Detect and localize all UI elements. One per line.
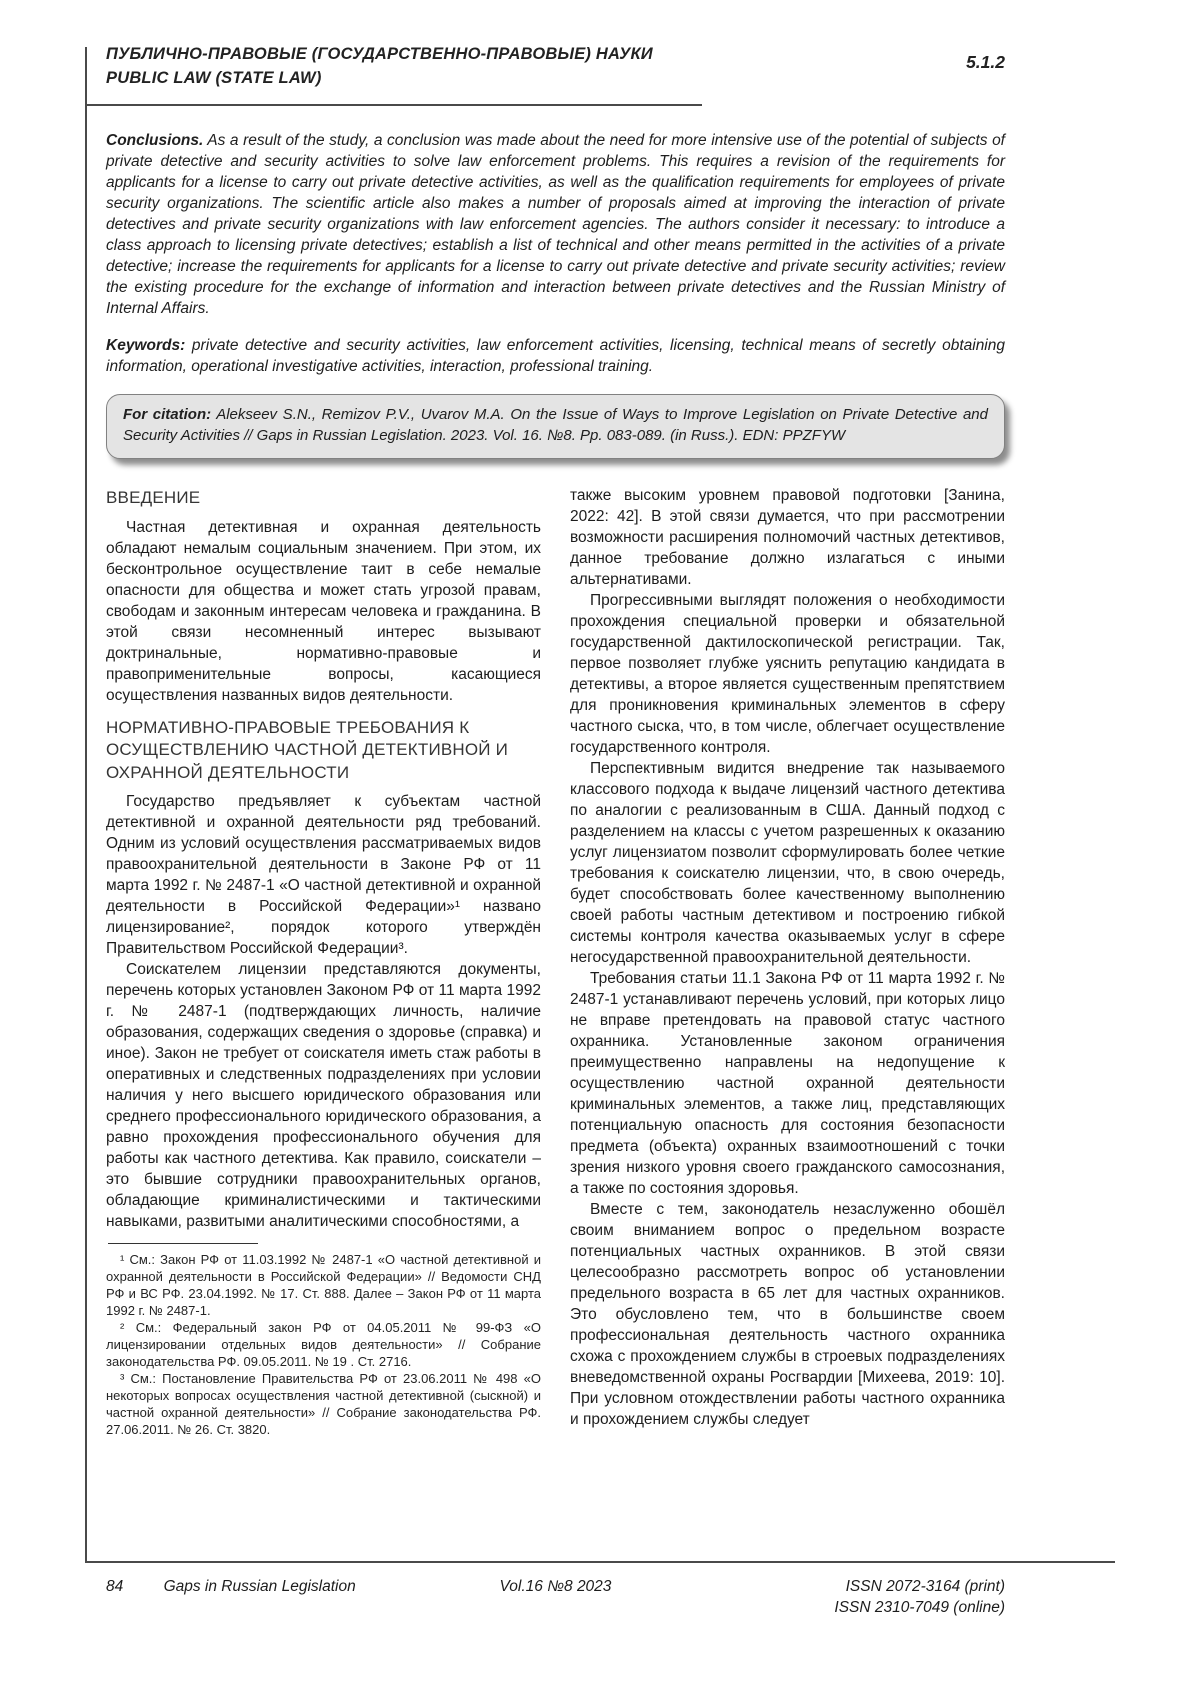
conclusions-paragraph xyxy=(106,130,1005,319)
rubric-en: PUBLIC LAW (STATE LAW) xyxy=(106,69,322,87)
paragraph-article-11-1: Требования статьи 11.1 Закона РФ от 11 марта 1992 г. № 2487-1 устанавливают перечень условий, при которых лицо не вправе претендовать на правовой статус частного охранника. Установленные законом ограничения преимущественно направлены на недопущение к осуществлению частной охранной деятельности криминальных элементов, а также лиц, представляющих потенциальную опасность для состояния безопасности предмета (объекта) охранных взаимоотношений с точки зрения низкого уровня своего гражданского самосознания, а также по состояния здоровья. xyxy=(570,970,1005,1197)
keywords-paragraph xyxy=(106,335,1005,377)
rubric xyxy=(106,42,1005,90)
footnotes xyxy=(106,1251,541,1438)
footer-rule xyxy=(85,1561,1115,1563)
issn-online: ISSN 2310-7049 (online) xyxy=(834,1599,1005,1616)
citation-text: Alekseev S.N., Remizov P.V., Uvarov M.A. On the Issue of Ways to Improve Legislation on Private Detective and Security Activities // Gaps in Russian Legislation. 2023. Vol. 16. №8. Pp. 083-089. (in Russ.). EDN: PPZFYW xyxy=(123,406,988,444)
header-rule xyxy=(85,104,702,106)
rubric-ru: ПУБЛИЧНО-ПРАВОВЫЕ (ГОСУДАРСТВЕННО-ПРАВОВЫЕ) НАУКИ xyxy=(106,45,653,63)
citation-label: For citation: xyxy=(123,406,212,423)
footnote-1: ¹ См.: Закон РФ от 11.03.1992 № 2487-1 «О частной детективной и охранной деятельности в Российской Федерации» // Ведомости СНД РФ и ВС РФ. 23.04.1992. № 17. Ст. 888. Далее – Закон РФ от 11 марта 1992 г. № 2487-1. xyxy=(106,1252,541,1318)
conclusions-text: As a result of the study, a conclusion was made about the need for more intensive use of the potential of subjects of private detective and security activities to solve law enforcement problems. This requires a revision of the requirements for applicants for a license to carry out private detective activities, as well as the qualification requirements for employees of private security organizations. The scientific article also makes a number of proposals aimed at improving the interaction of private detectives and private security organizations with law enforcement agencies. The authors consider it necessary: to introduce a class approach to licensing private detectives; establish a list of technical and other means permitted in the activities of a private detective; increase the requirements for applicants for a license to carry out private detective and private security activities; review the existing procedure for the exchange of information and interaction between private detectives and the Russian Ministry of Internal Affairs. xyxy=(106,132,1005,317)
paragraph-applicants: Соискателем лицензии представляются документы, перечень которых установлен Законом РФ от 11 марта 1992 г. № 2487-1 (подтверждающих личность, наличие образования, содержащих сведения о здоровье (справка) и иное). Закон не требует от соискателя иметь стаж работы в оперативных и следственных подразделениях при условии наличия у него высшего юридического образования или среднего профессионального юридического образования, а равно прохождения профессионального обучения для работы как частного детектива. Как правило, соискатели – это бывшие сотрудники правоохранительных органов, обладающие криминалистическими и тактическими навыками, развитыми аналитическими способностями, а xyxy=(106,961,541,1230)
journal-title: Gaps in Russian Legislation xyxy=(163,1578,356,1595)
section-code: 5.1.2 xyxy=(966,52,1005,72)
columns xyxy=(106,485,1005,1438)
keywords-text: private detective and security activities, law enforcement activities, licensing, technical means of secretly obtaining information, operational investigative activities, interaction, professional training. xyxy=(106,337,1005,375)
footnote-separator xyxy=(108,1243,258,1244)
left-margin-rule xyxy=(85,47,87,1561)
conclusions-label: Conclusions. xyxy=(106,132,204,149)
page-number: 84 xyxy=(106,1578,124,1595)
paragraph-progressive-provisions: Прогрессивными выглядят положения о необходимости прохождения специальной проверки и обязательной государственной дактилоскопической регистрации. Так, первое позволяет глубже уяснить репутацию кандидата в детективы, а второе является существенным препятствием для проникновения криминальных элементов в сферу частного сыска, что, в том числе, облегчает осуществление государственного контроля. xyxy=(570,592,1005,756)
right-column xyxy=(570,485,1005,1438)
citation-paragraph xyxy=(123,405,988,446)
paragraph-age-limit: Вместе с тем, законодатель незаслуженно обошёл своим вниманием вопрос о предельном возрасте потенциальных частных охранников. В этой связи целесообразно рассмотреть вопрос об установлении предельного возраста в 65 лет для частных охранников. Это обусловлено тем, что в большинстве своем профессиональная деятельность частного охранника схожа с прохождением службы в строевых подразделениях вневедомственной охраны Росгвардии [Михеева, 2019: 10]. При условном отождествлении работы частного охранника и прохождением службы следует xyxy=(570,1201,1005,1428)
footnote-2: ² См.: Федеральный закон РФ от 04.05.2011 № 99-ФЗ «О лицензировании отдельных видов деятельности» // Собрание законодательства РФ. 09.05.2011. № 19 . Ст. 2716. xyxy=(106,1320,541,1369)
left-column xyxy=(106,485,541,1438)
heading-requirements: НОРМАТИВНО-ПРАВОВЫЕ ТРЕБОВАНИЯ К ОСУЩЕСТВЛЕНИЮ ЧАСТНОЙ ДЕТЕКТИВНОЙ И ОХРАННОЙ ДЕЯТЕЛЬНОСТИ xyxy=(106,717,509,782)
paragraph-licensing: Государство предъявляет к субъектам частной детективной и охранной деятельности ряд требований. Одним из условий осуществления рассматриваемых видов правоохранительной деятельности в Законе РФ от 11 марта 1992 г. № 2487-1 «О частной детективной и охранной деятельности в Российской Федерации»¹ названо лицензирование², порядок которого утверждён Правительством Российской Федерации³. xyxy=(106,793,541,957)
footer-left xyxy=(106,1576,406,1597)
paragraph-class-approach: Перспективным видится внедрение так называемого классового подхода к выдаче лицензий частного детектива по аналогии с реализованным в США. Данный подход с разделением на классы с учетом разрешенных к оказанию услуг лицензиатом позволит сформулировать более четкие требования к соискателю лицензии, что, в свою очередь, будет способствовать более качественному выполнению своей работы частным детективом и построению гибкой системы контроля качества оказываемых услуг в сфере негосударственной правоохранительной деятельности. xyxy=(570,760,1005,966)
issue-info: Vol.16 №8 2023 xyxy=(499,1578,612,1595)
paragraph-intro: Частная детективная и охранная деятельность обладают немалым социальным значением. При этом, их бесконтрольное осуществление таит в себе немалые опасности для общества и может стать угрозой правам, свободам и законным интересам человека и гражданина. В этой связи несомненный интерес вызывают доктринальные, нормативно-правовые и правоприменительные вопросы, касающиеся осуществления названных видов деятельности. xyxy=(106,518,541,704)
heading-introduction: ВВЕДЕНИЕ xyxy=(106,488,201,507)
article-content xyxy=(106,130,1005,1438)
citation-box xyxy=(106,394,1005,459)
paragraph-continuation: также высоким уровнем правовой подготовки [Занина, 2022: 42]. В этой связи думается, что при рассмотрении возможности расширения полномочий частных детективов, данное требование должно излагаться с иными альтернативами. xyxy=(570,487,1005,588)
footnote-3: ³ См.: Постановление Правительства РФ от 23.06.2011 № 498 «О некоторых вопросах осуществления частной детективной (сыскной) и частной охранной деятельности» // Собрание законодательства РФ. 27.06.2011. № 26. Ст. 3820. xyxy=(106,1371,541,1437)
keywords-label: Keywords: xyxy=(106,337,186,354)
page-header xyxy=(106,42,1005,90)
page-footer xyxy=(106,1576,1005,1618)
footer-right xyxy=(705,1576,1005,1618)
issn-print: ISSN 2072-3164 (print) xyxy=(845,1578,1005,1595)
